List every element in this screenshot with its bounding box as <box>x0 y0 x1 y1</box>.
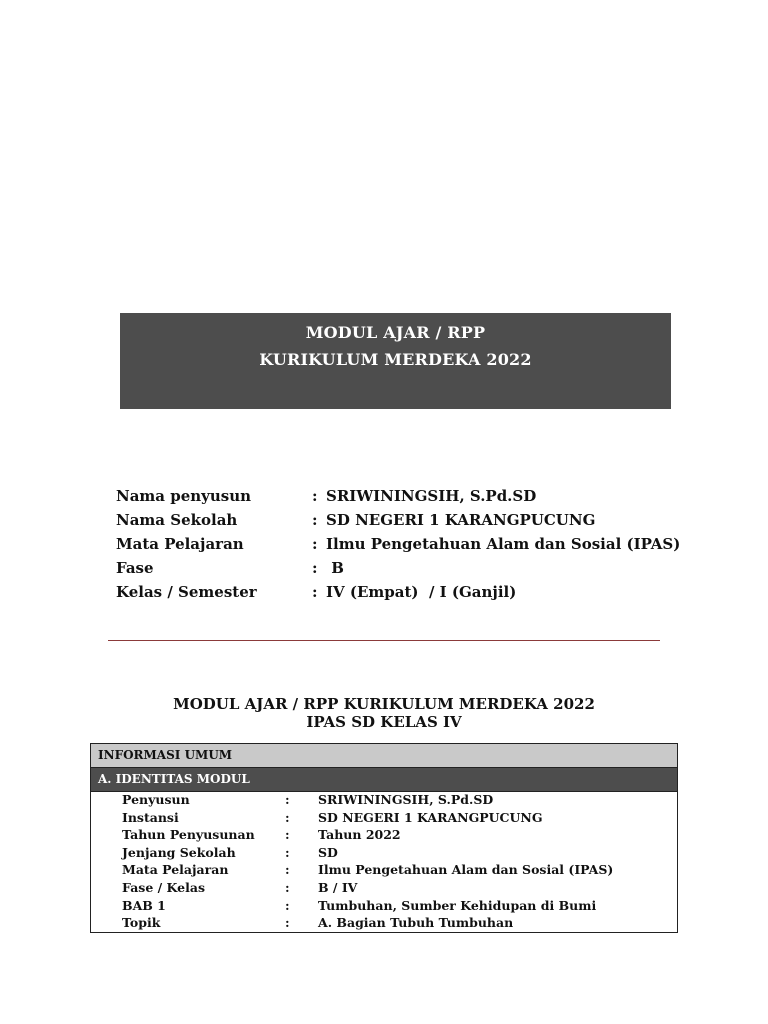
identity-separator: : <box>285 809 290 825</box>
identity-row <box>91 898 677 916</box>
identity-label: Instansi <box>122 809 179 825</box>
section-identity-label: A. IDENTITAS MODUL <box>98 772 250 786</box>
section-header-general <box>91 744 677 768</box>
cover-info-label: Kelas / Semester <box>116 583 257 601</box>
cover-info <box>116 486 681 606</box>
cover-info-value: B <box>326 559 344 577</box>
cover-info-label: Nama penyusun <box>116 487 252 505</box>
identity-rows <box>91 792 677 933</box>
identity-label: Penyusun <box>122 792 190 807</box>
cover-info-row <box>116 582 676 606</box>
identity-value: SD NEGERI 1 KARANGPUCUNG <box>318 809 543 825</box>
identity-separator: : <box>285 792 290 807</box>
identity-separator: : <box>285 897 290 913</box>
cover-info-value: SRIWININGSIH, S.Pd.SD <box>326 487 537 505</box>
cover-info-value: SD NEGERI 1 KARANGPUCUNG <box>326 511 596 529</box>
module-info-table <box>90 743 678 933</box>
divider-line <box>108 640 660 641</box>
document-title <box>0 695 768 731</box>
title-banner <box>120 313 671 409</box>
cover-info-separator: : <box>312 511 318 529</box>
cover-info-separator: : <box>312 487 318 505</box>
identity-separator: : <box>285 827 290 843</box>
identity-separator: : <box>285 862 290 878</box>
identity-label: Fase / Kelas <box>122 879 205 895</box>
identity-label: Topik <box>122 915 161 931</box>
cover-info-separator: : <box>312 535 318 553</box>
identity-row <box>91 810 677 828</box>
identity-row <box>91 827 677 845</box>
identity-row <box>91 880 677 898</box>
identity-value: Tumbuhan, Sumber Kehidupan di Bumi <box>318 897 597 913</box>
document-title-line1: MODUL AJAR / RPP KURIKULUM MERDEKA 2022 <box>173 695 595 713</box>
identity-separator: : <box>285 915 290 931</box>
cover-info-label: Nama Sekolah <box>116 511 238 529</box>
section-general-label: INFORMASI UMUM <box>98 748 233 762</box>
identity-value: A. Bagian Tubuh Tumbuhan <box>318 915 514 931</box>
identity-label: BAB 1 <box>122 897 166 913</box>
cover-info-row <box>116 510 676 534</box>
cover-info-row <box>116 558 676 582</box>
cover-info-separator: : <box>312 559 318 577</box>
cover-info-value: IV (Empat) / I (Ganjil) <box>326 583 517 601</box>
identity-label: Jenjang Sekolah <box>122 844 236 860</box>
document-title-line2: IPAS SD KELAS IV <box>306 713 462 731</box>
cover-info-row <box>116 486 676 510</box>
identity-value: SD <box>318 844 338 860</box>
identity-value: Ilmu Pengetahuan Alam dan Sosial (IPAS) <box>318 862 614 878</box>
identity-label: Mata Pelajaran <box>122 862 229 878</box>
identity-value: Tahun 2022 <box>318 827 401 843</box>
banner-title-line1: MODUL AJAR / RPP <box>305 323 486 342</box>
identity-row <box>91 792 677 810</box>
identity-row <box>91 915 677 933</box>
identity-row <box>91 845 677 863</box>
cover-info-label: Mata Pelajaran <box>116 535 244 553</box>
cover-info-value: Ilmu Pengetahuan Alam dan Sosial (IPAS) <box>326 535 681 553</box>
cover-info-separator: : <box>312 583 318 601</box>
section-header-identity <box>91 768 677 792</box>
identity-label: Tahun Penyusunan <box>122 827 255 843</box>
banner-title-line2: KURIKULUM MERDEKA 2022 <box>259 350 532 369</box>
identity-row <box>91 862 677 880</box>
identity-value: B / IV <box>318 879 358 895</box>
identity-value: SRIWININGSIH, S.Pd.SD <box>318 792 494 807</box>
identity-separator: : <box>285 879 290 895</box>
cover-info-row <box>116 534 681 558</box>
identity-separator: : <box>285 844 290 860</box>
cover-info-label: Fase <box>116 559 154 577</box>
